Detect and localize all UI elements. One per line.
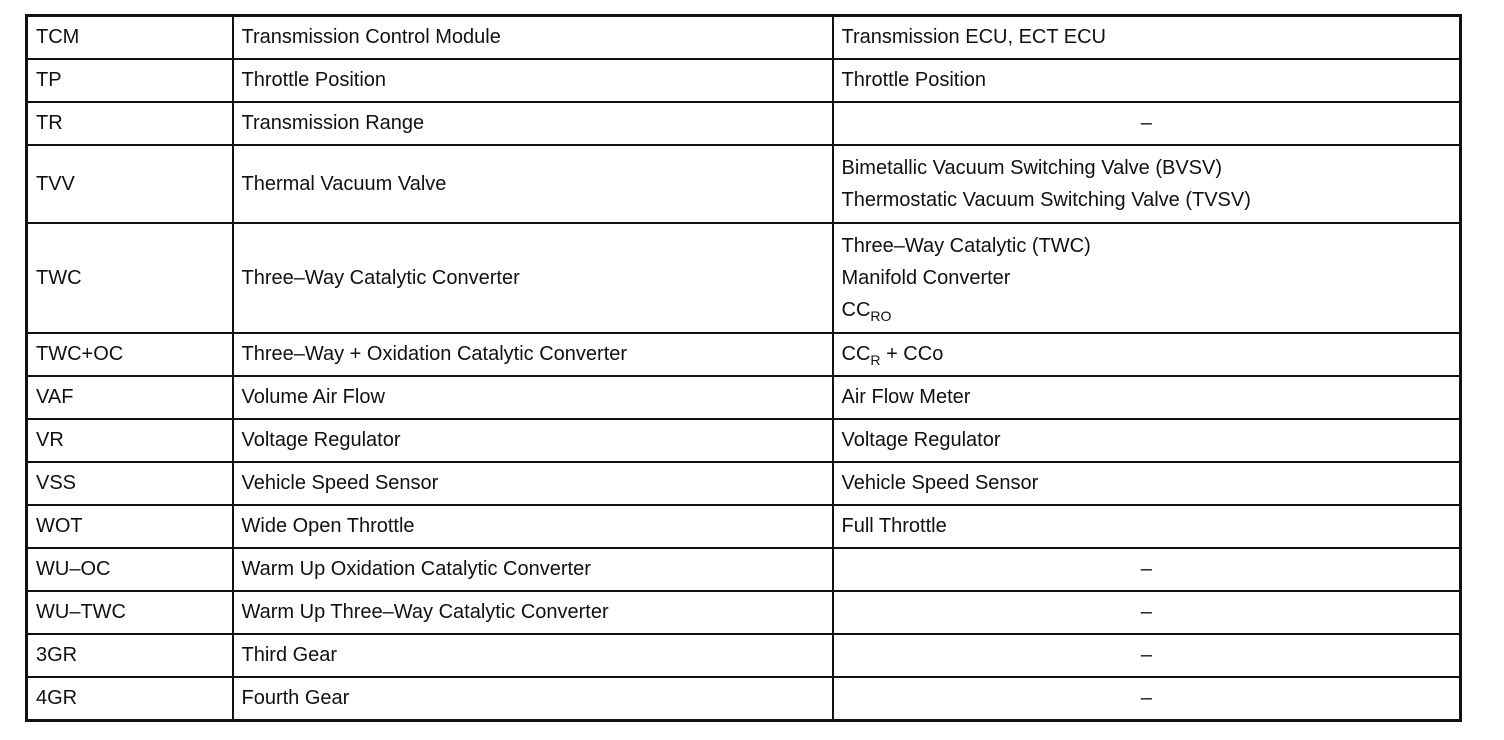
alt-term-base: CC xyxy=(841,343,871,365)
alt-term-cell xyxy=(833,145,1461,223)
alt-term-cell: – xyxy=(833,634,1461,677)
table-row xyxy=(27,16,1461,59)
term-cell: Throttle Position xyxy=(233,59,833,102)
abbr-cell: VSS xyxy=(27,462,233,505)
table-row xyxy=(27,333,1461,376)
table-row xyxy=(27,505,1461,548)
abbr-cell: VR xyxy=(27,419,233,462)
abbr-cell: VAF xyxy=(27,376,233,419)
term-cell: Thermal Vacuum Valve xyxy=(233,145,833,223)
alt-term-line xyxy=(842,294,1452,326)
term-cell: Warm Up Oxidation Catalytic Converter xyxy=(233,548,833,591)
abbr-cell: WU–OC xyxy=(27,548,233,591)
abbr-cell: TVV xyxy=(27,145,233,223)
term-cell: Voltage Regulator xyxy=(233,419,833,462)
term-cell: Transmission Range xyxy=(233,102,833,145)
abbr-cell: TWC+OC xyxy=(27,333,233,376)
table-row xyxy=(27,548,1461,591)
abbr-cell: 3GR xyxy=(27,634,233,677)
term-cell: Transmission Control Module xyxy=(233,16,833,59)
alt-term-line: Bimetallic Vacuum Switching Valve (BVSV) xyxy=(841,156,1223,179)
term-cell: Warm Up Three–Way Catalytic Converter xyxy=(233,591,833,634)
alt-term-line: Thermostatic Vacuum Switching Valve (TVSV) xyxy=(841,188,1251,211)
term-cell: Fourth Gear xyxy=(233,677,833,721)
table-row xyxy=(27,677,1461,721)
abbr-cell: TCM xyxy=(27,16,233,59)
abbr-cell: TWC xyxy=(27,223,233,333)
table-row xyxy=(27,591,1461,634)
alt-term-cell: Voltage Regulator xyxy=(833,419,1461,462)
alt-term-base: CC xyxy=(841,298,871,321)
alt-term-cell: – xyxy=(833,548,1461,591)
term-cell: Wide Open Throttle xyxy=(233,505,833,548)
alt-term-cell: Air Flow Meter xyxy=(833,376,1461,419)
term-cell: Vehicle Speed Sensor xyxy=(233,462,833,505)
term-cell: Third Gear xyxy=(233,634,833,677)
abbr-cell: WU–TWC xyxy=(27,591,233,634)
table-row xyxy=(27,462,1461,505)
alt-term-cell: – xyxy=(833,677,1461,721)
abbr-cell: WOT xyxy=(27,505,233,548)
abbr-cell: 4GR xyxy=(27,677,233,721)
term-cell: Three–Way Catalytic Converter xyxy=(233,223,833,333)
table-row xyxy=(27,59,1461,102)
alt-term-line: Manifold Converter xyxy=(841,266,1011,289)
alt-term-cell: Throttle Position xyxy=(833,59,1461,102)
alt-term-cell xyxy=(833,223,1461,333)
alt-term-cell: – xyxy=(833,591,1461,634)
table-row xyxy=(27,145,1461,223)
table-row xyxy=(27,634,1461,677)
alt-term-rest: + CCo xyxy=(880,343,944,365)
table-row xyxy=(27,376,1461,419)
alt-term-cell: – xyxy=(833,102,1461,145)
abbreviation-table xyxy=(25,14,1462,722)
alt-term-cell xyxy=(833,333,1461,376)
alt-term-subscript: RO xyxy=(870,307,892,324)
alt-term-cell: Full Throttle xyxy=(833,505,1461,548)
table-row xyxy=(27,223,1461,333)
alt-term-cell: Transmission ECU, ECT ECU xyxy=(833,16,1461,59)
term-cell: Volume Air Flow xyxy=(233,376,833,419)
table-row xyxy=(27,102,1461,145)
abbr-cell: TP xyxy=(27,59,233,102)
table-row xyxy=(27,419,1461,462)
abbr-cell: TR xyxy=(27,102,233,145)
alt-term-line: Three–Way Catalytic (TWC) xyxy=(841,234,1091,257)
term-cell: Three–Way + Oxidation Catalytic Converter xyxy=(233,333,833,376)
alt-term-subscript: R xyxy=(870,352,881,368)
alt-term-cell: Vehicle Speed Sensor xyxy=(833,462,1461,505)
